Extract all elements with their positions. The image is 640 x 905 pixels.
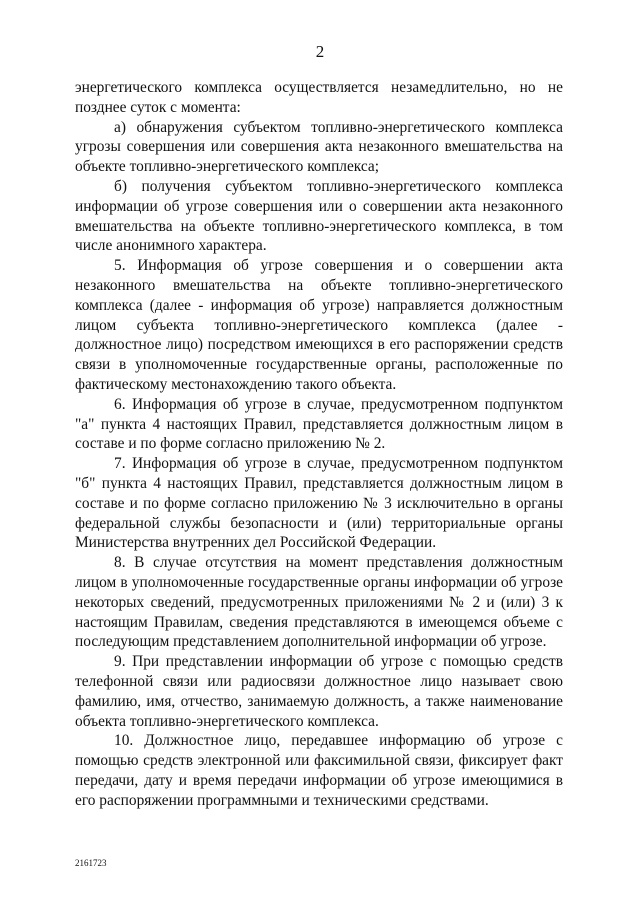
paragraph-continuation: энергетического комплекса осуществляется незамедлительно, но не позднее суток с момента: <box>75 79 563 116</box>
paragraph-item-a: а) обнаружения субъектом топливно-энергетического комплекса угрозы совершения или совершения акта незаконного вмешательства на объекте топливно-энергетического комплекса; <box>75 118 563 176</box>
paragraph-9: 9. При представлении информации об угрозе с помощью средств телефонной связи или радиосвязи должностное лицо называет свою фамилию, имя, отчество, занимаемую должность, а также наименование объекта топливно-энергетического комплекса. <box>75 653 563 730</box>
page-number: 2 <box>315 42 325 61</box>
paragraph-7: 7. Информация об угрозе в случае, предусмотренном подпунктом "б" пункта 4 настоящих Правил, представляется должностным лицом в составе и по форме согласно приложению № 3 исключительно в органы федеральной службы безопасности и (или) территориальные органы Министерства внутренних дел Российской Федерации. <box>75 455 563 552</box>
paragraph-10: 10. Должностное лицо, передавшее информацию об угрозе с помощью средств электронной или факсимильной связи, фиксирует факт передачи, дату и время передачи информации об угрозе имеющимися в его распоряжении программными и техническими средствами. <box>75 732 563 809</box>
paragraph-8: 8. В случае отсутствия на момент представления должностным лицом в уполномоченные государственные органы информации об угрозе некоторых сведений, предусмотренных приложениями № 2 и (или) 3 к настоящим Правилам, сведения представляются в имеющемся объеме с последующим представлением дополнительной информации об угрозе. <box>75 554 563 651</box>
paragraph-item-b: б) получения субъектом топливно-энергетического комплекса информации об угрозе совершения или о совершении акта незаконного вмешательства на объекте топливно-энергетического комплекса, в том числе анонимного характера. <box>75 177 563 255</box>
paragraph-5: 5. Информация об угрозе совершения и о совершении акта незаконного вмешательства на объекте топливно-энергетического комплекса (далее - информация об угрозе) направляется должностным лицом субъекта топливно-энергетического комплекса (далее - должностное лицо) посредством имеющихся в его распоряжении средств связи в уполномоченные государственные органы, расположенные по фактическому местонахождению такого объекта. <box>75 257 563 393</box>
paragraph-6: 6. Информация об угрозе в случае, предусмотренном подпунктом "а" пункта 4 настоящих Правил, представляется должностным лицом в составе и по форме согласно приложению № 2. <box>75 395 563 453</box>
document-code: 2161723 <box>75 858 107 868</box>
document-body <box>75 78 563 810</box>
